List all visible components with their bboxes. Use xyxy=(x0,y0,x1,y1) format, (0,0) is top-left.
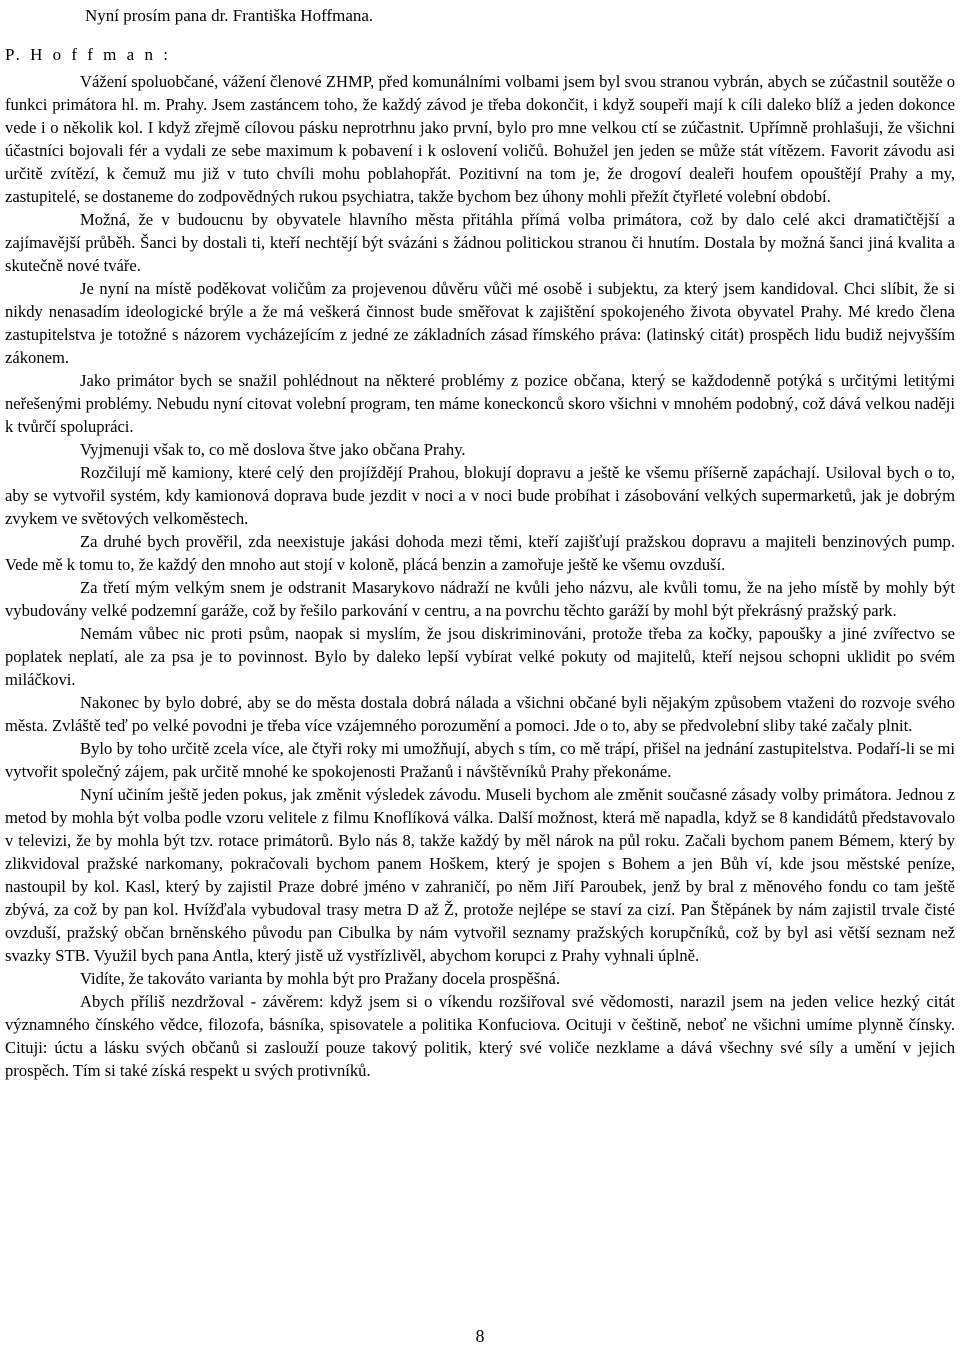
paragraph: Za třetí mým velkým snem je odstranit Masarykovo nádraží ne kvůli jeho názvu, ale kvůli tomu, že na jeho místě by mohly být vybudovány velké podzemní garáže, což by řešilo parkování v centru, a na povrchu těchto garáží by mohl být překrásný pražský park. xyxy=(5,578,955,620)
paragraph: Je nyní na místě poděkovat voličům za projevenou důvěru vůči mé osobě i subjektu, za který jsem kandidoval. Chci slíbit, že si nikdy nenasadím ideologické brýle a že má veškerá činnost bude směřovat k zajištění spokojeného života obyvatel Prahy. Mé kredo člena zastupitelstva je totožné s názorem vycházejícím z jedné ze základních zásad římského práva: (latinský citát) prospěch lidu budiž nejvyšším zákonem. xyxy=(5,279,955,367)
paragraph: Možná, že v budoucnu by obyvatele hlavního města přitáhla přímá volba primátora, což by dalo celé akci dramatičtější a zajímavější průběh. Šanci by dostali ti, kteří nechtějí být svázáni s žádnou politickou stranou či hnutím. Dostala by možná šanci jiná kvalita a skutečně nové tváře. xyxy=(5,210,955,275)
paragraph: Bylo by toho určitě zcela více, ale čtyři roky mi umožňují, abych s tím, co mě trápí, přišel na jednání zastupitelstva. Podaří-li se mi vytvořit společný zájem, pak určitě mnohé ke spokojenosti Pražanů i návštěvníků Prahy překonáme. xyxy=(5,739,955,781)
paragraph: Nakonec by bylo dobré, aby se do města dostala dobrá nálada a všichni občané byli nějakým způsobem vtaženi do rozvoje svého města. Zvláště teď po velké povodni je třeba více vzájemného porozumění a pomoci. Jde o to, aby se předvolební sliby také začaly plnit. xyxy=(5,693,955,735)
paragraph: Nyní učiním ještě jeden pokus, jak změnit výsledek závodu. Museli bychom ale změnit současné zásady volby primátora. Jednou z metod by mohla být volba podle vzoru velitele z filmu Knoflíková válka. Další možnost, která mě napadla, když se 8 kandidátů představovalo v televizi, že by mohla být tzv. rotace primátorů. Bylo nás 8, takže každý by měl nárok na půl roku. Začali bychom panem Bémem, který by zlikvidoval pražské narkomany, pokračovali bychom panem Hoškem, který je spojen s Bohem a jen Bůh ví, kde jsou městské peníze, nastoupil by kol. Kasl, který by zajistil Praze dobré jméno v zahraničí, po něm Jiří Paroubek, jenž by bral z měnového fondu co tam ještě zbývá, za což by pan kol. Hvížďala vybudoval trasy metra D až Ž, protože nejlépe se staví za cizí. Pan Štěpánek by nám zajistil trvale čisté ovzduší, pražský občan brněnského původu pan Cibulka by nám vytvořil seznamy pražských korupčníků, což by byl asi větší seznam než svazky STB. Využil bych pana Antla, který jistě už vystřízlivěl, abychom korupci z Prahy vyhnali úplně. xyxy=(5,785,955,965)
paragraph: Jako primátor bych se snažil pohlédnout na některé problémy z pozice občana, který se každodenně potýká s určitými letitými neřešenými problémy. Nebudu nyní citovat volební program, ten máme koneckonců skoro všichni v mnohém podobný, což dává velkou naději k tvůrčí spolupráci. xyxy=(5,371,955,436)
speech-body xyxy=(5,70,955,1082)
paragraph: Vážení spoluobčané, vážení členové ZHMP, před komunálními volbami jsem byl svou stranou vybrán, abych se zúčastnil soutěže o funkci primátora hl. m. Prahy. Jsem zastáncem toho, že každý závod je třeba dokončit, i když soupeři mají k cíli daleko blíž a jeden dokonce vede i o několik kol. I když zřejmě cílovou pásku neprotrhnu jako první, bylo pro mne velkou ctí se zúčastnit. Upřímně prohlašuji, že všichni účastníci bojovali fér a vydali ze sebe maximum k pobavení i k oslovení voličů. Bohužel jen jeden se může stát vítězem. Favorit závodu asi určitě zvítězí, k čemuž mu již v tuto chvíli mohu poblahopřát. Pozitivní na tom je, že drogoví dealeři houfem opouštějí Prahy a my, zastupitelé, se dostaneme do zodpovědných rukou psychiatra, takže bychom bez úhony mohli přežít čtyřleté volební období. xyxy=(5,72,955,206)
paragraph: Vyjmenuji však to, co mě doslova štve jako občana Prahy. xyxy=(80,440,466,459)
paragraph: Vidíte, že takováto varianta by mohla být pro Pražany docela prospěšná. xyxy=(80,969,561,988)
speaker-label: P. H o f f m a n : xyxy=(5,45,171,64)
page-number: 8 xyxy=(475,1326,485,1346)
paragraph: Nemám vůbec nic proti psům, naopak si myslím, že jsou diskriminováni, protože třeba za kočky, papoušky a jiné zvířectvo se poplatek neplatí, ale za psa je to povinnost. Bylo by daleko lepší vybírat velké pokuty od majitelů, kteří nejsou schopni uklidit po svém miláčkovi. xyxy=(5,624,955,689)
intro-line: Nyní prosím pana dr. Františka Hoffmana. xyxy=(85,6,374,25)
paragraph: Za druhé bych prověřil, zda neexistuje jakási dohoda mezi těmi, kteří zajišťují pražskou dopravu a majiteli benzinových pump. Vede mě k tomu to, že každý den mnoho aut stojí v koloně, plácá benzin a zamořuje ještě ke všemu ovzduší. xyxy=(5,532,955,574)
paragraph: Rozčilují mě kamiony, které celý den projíždějí Prahou, blokují dopravu a ještě ke všemu příšerně zapáchají. Usiloval bych o to, aby se vytvořil systém, kdy kamionová doprava bude jezdit v noci a v noci bude probíhat i zásobování velkých supermarketů, jak je dobrým zvykem ve světových velkoměstech. xyxy=(5,463,955,528)
paragraph: Abych příliš nezdržoval - závěrem: když jsem si o víkendu rozšiřoval své vědomosti, narazil jsem na jeden velice hezký citát významného čínského vědce, filozofa, básníka, spisovatele a politika Konfuciova. Ocituji v češtině, neboť ne všichni umíme plynně čínsky. Cituji: úctu a lásku svých občanů si zaslouží pouze takový politik, který své voliče nezklame a dává všechny své síly a umění v jejich prospěch. Tím si také získá respekt u svých protivníků. xyxy=(5,992,955,1080)
